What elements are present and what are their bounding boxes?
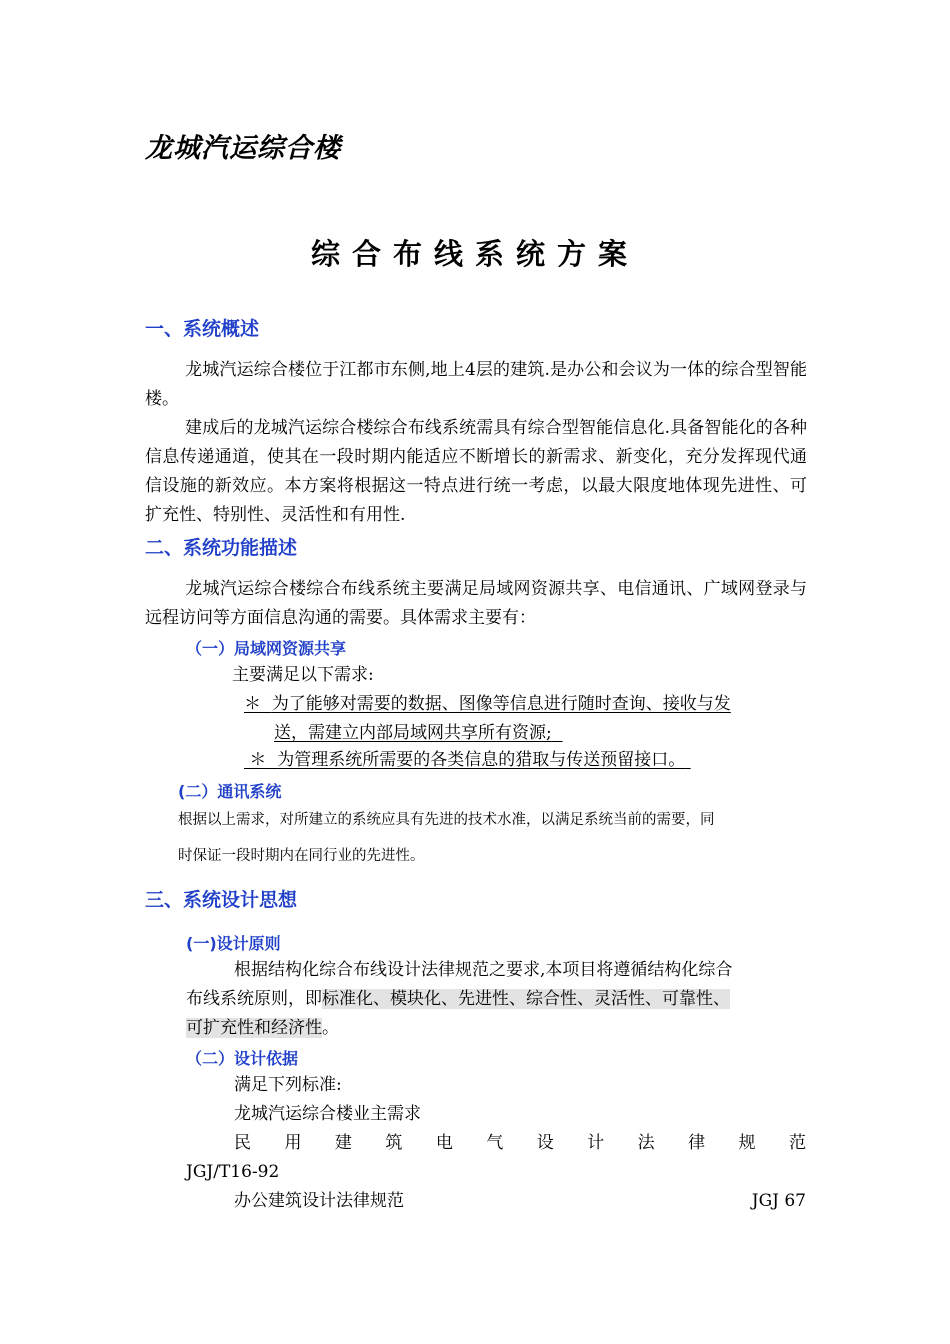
document-title: 龙城汽运综合楼 — [145, 133, 341, 164]
design-principle-line-2 — [186, 985, 730, 1014]
design-principle-line-2-highlight: 标准化、模块化、先进性、综合性、灵活性、可靠性、 — [322, 989, 730, 1009]
standard-item-2-code: JGJ/T16-92 — [186, 1162, 280, 1182]
section-3-sub-2-heading: （二）设计依据 — [186, 1049, 299, 1068]
item2-char: 民 — [234, 1133, 251, 1153]
section-1-paragraph-2 — [145, 414, 807, 530]
bullet-1-line-2 — [274, 719, 563, 748]
item2-char: 设 — [536, 1133, 554, 1153]
bullet-2-mark: ＊ — [249, 750, 267, 770]
design-principle-line-3 — [186, 1014, 339, 1043]
item2-char: 律 — [688, 1133, 706, 1153]
bullet-1-line-1 — [244, 690, 731, 719]
item2-char: 规 — [738, 1133, 756, 1153]
standard-item-2-spread — [234, 1129, 806, 1158]
item2-char: 用 — [284, 1133, 302, 1153]
design-principle-line-3-end: 。 — [322, 1018, 339, 1038]
section-1-paragraph-2-text: 建成后的龙城汽运综合楼综合布线系统需具有综合型智能信息化.具备智能化的各种信息传递通道，使其在一段时期内能适应不断增长的新需求、新变化，充分发挥现代通信设施的新效应。本方案将根据这一特点进行统一考虑，以最大限度地体现先进性、可扩充性、特别性、灵活性和有用性. — [145, 418, 807, 525]
bullet-1-mark: ＊ — [244, 694, 261, 714]
standards-intro: 满足下列标准: — [234, 1075, 342, 1095]
section-2-heading: 二、系统功能描述 — [145, 537, 298, 559]
bullet-2 — [244, 746, 691, 775]
bullet-1-text-line-2: 送，需建立内部局域网共享所有资源; — [274, 723, 552, 743]
section-1-paragraph-1 — [145, 356, 807, 414]
item2-char: 建 — [334, 1133, 352, 1153]
standard-item-3-text: 办公建筑设计法律规范 — [234, 1191, 404, 1211]
standard-item-3-code: JGJ 67 — [751, 1191, 806, 1211]
bullet-2-text: 为管理系统所需要的各类信息的猎取与传送预留接口。 — [277, 750, 686, 770]
section-2-sub-1-intro: 主要满足以下需求: — [232, 665, 374, 685]
section-3-sub-1-heading: (一)设计原则 — [186, 934, 281, 953]
section-2-paragraph-1-text: 龙城汽运综合楼综合布线系统主要满足局域网资源共享、电信通讯、广域网登录与远程访问等方面信息沟通的需要。具体需求主要有： — [145, 579, 807, 628]
document-subtitle: 综合布线系统方案 — [310, 237, 639, 271]
item2-char: 电 — [435, 1133, 453, 1153]
section-2-sub-1-heading: （一）局域网资源共享 — [186, 639, 347, 658]
standard-item-1: 龙城汽运综合楼业主需求 — [234, 1104, 421, 1124]
item2-char: 计 — [587, 1133, 605, 1153]
section-2-sub-2-line-1: 根据以上需求，对所建立的系统应具有先进的技术水准，以满足系统当前的需要，同 — [178, 812, 715, 828]
section-1-heading: 一、系统概述 — [145, 318, 260, 340]
standard-item-3 — [234, 1187, 806, 1216]
section-1-paragraph-1-text: 龙城汽运综合楼位于江都市东侧,地上4层的建筑.是办公和会议为一体的综合型智能楼。 — [145, 360, 807, 409]
section-2-sub-2-heading: (二）通讯系统 — [178, 782, 282, 801]
item2-char: 范 — [788, 1133, 806, 1153]
item2-char: 气 — [486, 1133, 504, 1153]
design-principle-line-1: 根据结构化综合布线设计法律规范之要求,本项目将遵循结构化综合 — [234, 960, 733, 980]
design-principle-line-3-highlight: 可扩充性和经济性 — [186, 1018, 322, 1038]
section-3-heading: 三、系统设计思想 — [145, 889, 298, 911]
bullet-1-text-line-1: 为了能够对需要的数据、图像等信息进行随时查询、接收与发 — [271, 694, 731, 714]
section-2-sub-2-line-2: 时保证一段时期内在同行业的先进性。 — [178, 848, 425, 864]
section-2-paragraph-1 — [145, 575, 807, 633]
item2-char: 法 — [637, 1133, 655, 1153]
design-principle-line-2-plain: 布线系统原则，即 — [186, 989, 322, 1009]
item2-char: 筑 — [385, 1133, 403, 1153]
